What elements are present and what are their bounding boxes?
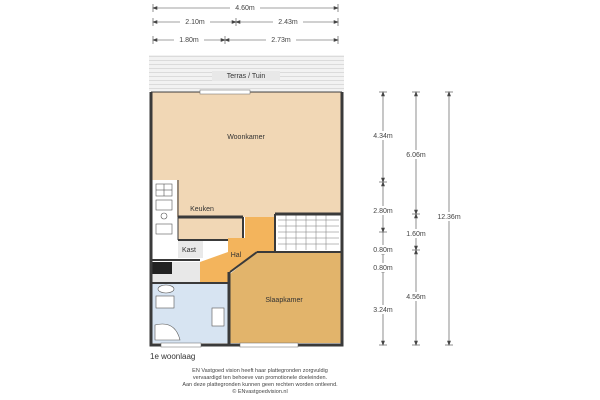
dim-width-right-2: 2.73m xyxy=(271,37,291,44)
disclaimer-line: © ENvastgoedvision.nl xyxy=(232,389,288,395)
dim-height-6: 6.06m xyxy=(406,152,426,159)
room-living xyxy=(152,92,341,217)
dim-height-2: 2.80m xyxy=(373,208,393,215)
dim-height-8: 4.56m xyxy=(406,294,426,301)
room-label-hall: Hal xyxy=(230,252,242,259)
room-label-bedroom: Slaapkamer xyxy=(265,297,303,304)
disclaimer-line: vervaardigd ten behoeve van promotionele doeleinden. xyxy=(192,375,328,381)
dim-width-left-2: 1.80m xyxy=(179,37,199,44)
dim-width-left-1: 2.10m xyxy=(185,19,205,26)
floor-caption: 1e woonlaag xyxy=(150,352,196,361)
dim-total-height: 12.36m xyxy=(437,214,461,221)
dim-total-width: 4.60m xyxy=(235,5,255,12)
disclaimer-line: Aan deze plattegronden kunnen geen rechten worden ontleend. xyxy=(182,382,338,388)
disclaimer xyxy=(130,368,390,396)
dim-height-3: 0.80m xyxy=(373,247,393,254)
room-label-kitchen: Keuken xyxy=(190,206,214,213)
dim-height-1: 4.34m xyxy=(373,133,393,140)
dim-width-right-1: 2.43m xyxy=(278,19,298,26)
room-label-closet: Kast xyxy=(181,247,197,254)
room-label-terrace: Terras / Tuin xyxy=(226,73,266,80)
dim-height-5: 3.24m xyxy=(373,307,393,314)
dim-height-4: 0.80m xyxy=(373,265,393,272)
disclaimer-line: EN Vastgoed vision heeft haar plattegronden zorgvuldig xyxy=(192,368,328,374)
room-label-living: Woonkamer xyxy=(227,134,265,141)
dim-height-7: 1.60m xyxy=(406,231,426,238)
